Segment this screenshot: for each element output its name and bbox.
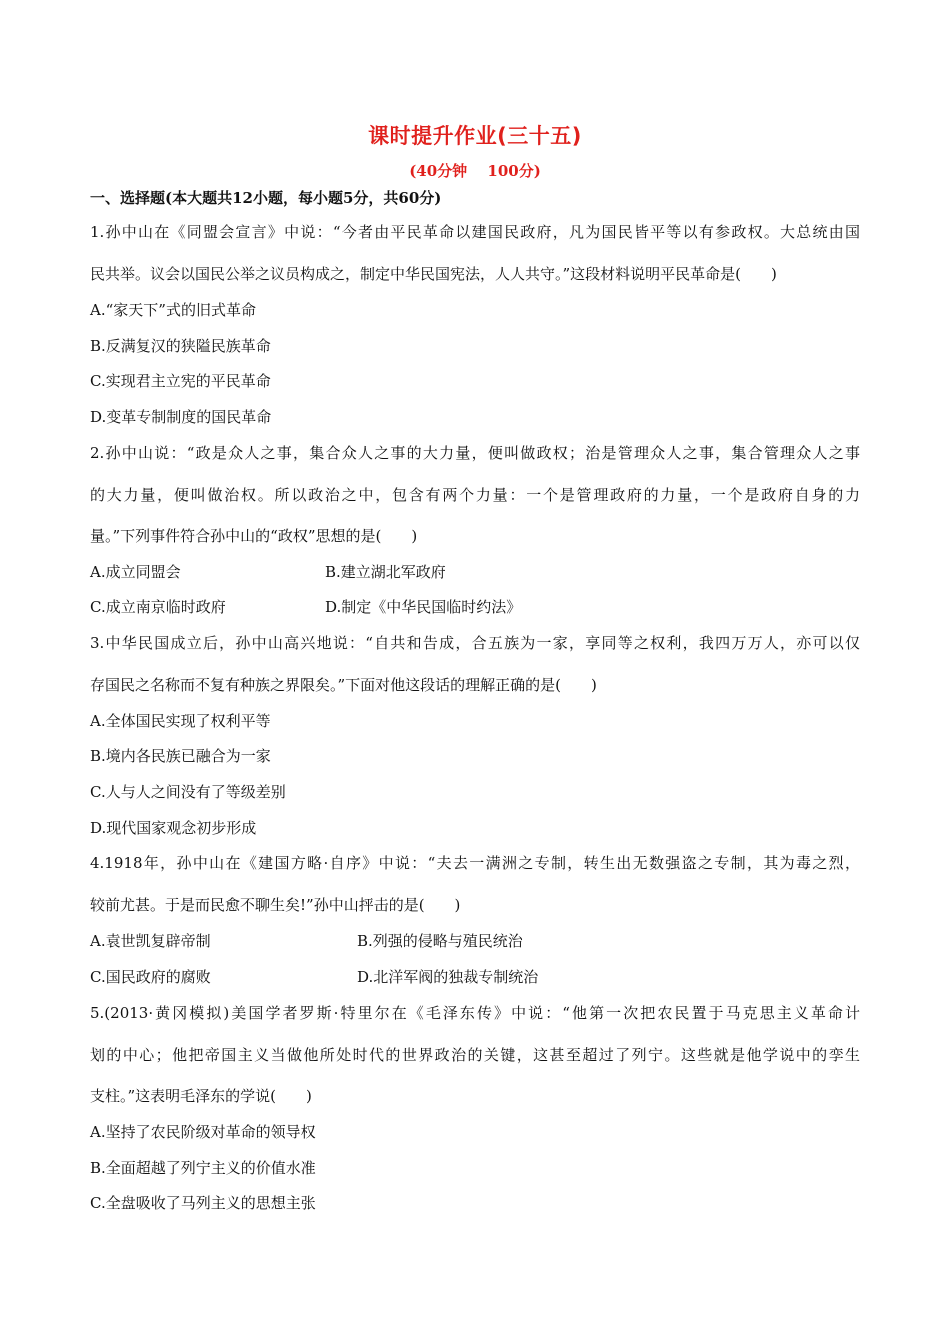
question-4-option-d: D.北洋军阀的独裁专制统治 <box>357 968 539 986</box>
page-subtitle: (40分钟 100分) <box>409 162 541 180</box>
question-1-stem-line-1: 1.孙中山在《同盟会宣言》中说：“今者由平民革命以建国民政府，凡为国民皆平等以有参政权。大总统由国 <box>90 223 860 241</box>
question-2-option-b: B.建立湖北军政府 <box>325 563 446 581</box>
question-3-stem-line-1: 3.中华民国成立后，孙中山高兴地说：“自共和告成，合五族为一家，享同等之权利，我四万万人，亦可以仅 <box>90 634 860 652</box>
question-3-option-b: B.境内各民族已融合为一家 <box>90 747 271 765</box>
question-1-option-b: B.反满复汉的狭隘民族革命 <box>90 337 271 355</box>
question-4-stem-line-2: 较前尤甚。于是而民愈不聊生矣!”孙中山抨击的是( ) <box>90 896 461 914</box>
page-title: 课时提升作业(三十五) <box>368 124 582 148</box>
question-1-option-a: A.“家天下”式的旧式革命 <box>90 301 256 319</box>
question-5-stem-line-1: 5.(2013·黄冈模拟)美国学者罗斯·特里尔在《毛泽东传》中说：“他第一次把农民置于马克思主义革命计 <box>90 1004 860 1022</box>
question-2-stem-line-2: 的大力量，便叫做治权。所以政治之中，包含有两个力量：一个是管理政府的力量，一个是政府自身的力 <box>90 486 860 504</box>
question-3-option-c: C.人与人之间没有了等级差别 <box>90 783 286 801</box>
question-2-option-d: D.制定《中华民国临时约法》 <box>325 598 522 616</box>
question-1-option-d: D.变革专制制度的国民革命 <box>90 408 272 426</box>
question-2-option-c: C.成立南京临时政府 <box>90 598 226 616</box>
question-3-option-d: D.现代国家观念初步形成 <box>90 819 257 837</box>
question-2-stem-line-1: 2.孙中山说：“政是众人之事，集合众人之事的大力量，便叫做政权；治是管理众人之事，集合管理众人之事 <box>90 444 860 462</box>
question-5-stem-line-2: 划的中心；他把帝国主义当做他所处时代的世界政治的关键，这甚至超过了列宁。这些就是他学说中的孪生 <box>90 1046 860 1064</box>
question-4-option-b: B.列强的侵略与殖民统治 <box>357 932 523 950</box>
question-4-option-a: A.袁世凯复辟帝制 <box>90 932 211 950</box>
question-1-option-c: C.实现君主立宪的平民革命 <box>90 372 271 390</box>
question-3-option-a: A.全体国民实现了权利平等 <box>90 712 271 730</box>
question-4-stem-line-1: 4.1918年，孙中山在《建国方略·自序》中说：“夫去一满洲之专制，转生出无数强盗之专制，其为毒之烈， <box>90 854 860 872</box>
question-5-option-c: C.全盘吸收了马列主义的思想主张 <box>90 1194 316 1212</box>
question-5-option-a: A.坚持了农民阶级对革命的领导权 <box>90 1123 316 1141</box>
question-1-stem-line-2: 民共举。议会以国民公举之议员构成之，制定中华民国宪法，人人共守。”这段材料说明平民革命是( ) <box>90 265 777 283</box>
question-2-stem-line-3: 量。”下列事件符合孙中山的“政权”思想的是( ) <box>90 527 418 545</box>
question-4-option-c: C.国民政府的腐败 <box>90 968 211 986</box>
question-5-option-b: B.全面超越了列宁主义的价值水准 <box>90 1159 316 1177</box>
question-5-stem-line-3: 支柱。”这表明毛泽东的学说( ) <box>90 1087 312 1105</box>
section-heading: 一、选择题(本大题共12小题，每小题5分，共60分) <box>90 189 442 207</box>
question-2-option-a: A.成立同盟会 <box>90 563 181 581</box>
question-3-stem-line-2: 存国民之名称而不复有种族之界限矣。”下面对他这段话的理解正确的是( ) <box>90 676 597 694</box>
